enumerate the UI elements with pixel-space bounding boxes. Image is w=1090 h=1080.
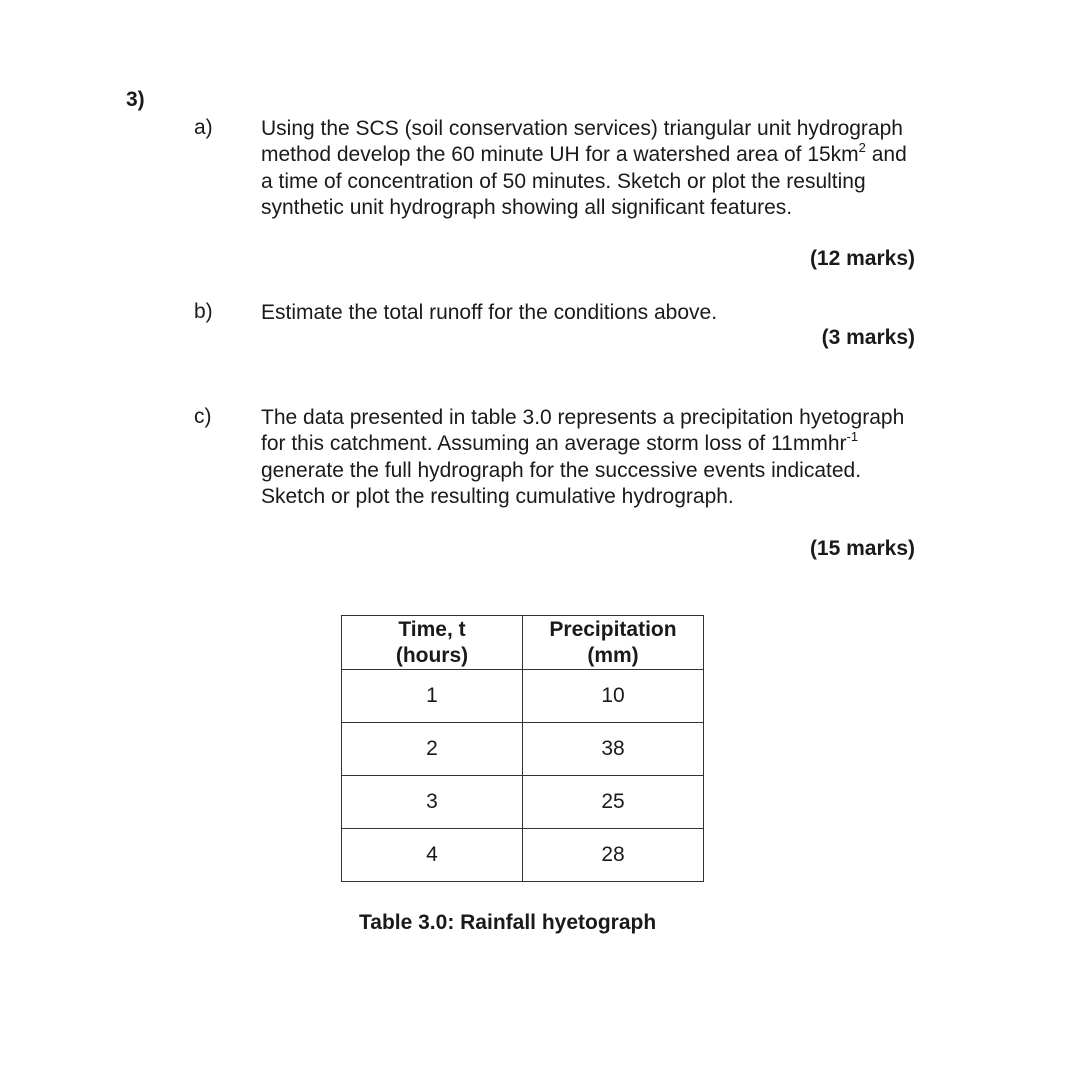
precipitation-column-header <box>523 616 704 670</box>
part-c-marks: (15 marks) <box>809 537 915 560</box>
rainfall-hyetograph-table <box>341 615 704 882</box>
time-cell: 2 <box>342 723 523 776</box>
table-row <box>342 723 704 776</box>
table-row <box>342 829 704 882</box>
time-header-line2: (hours) <box>395 643 469 667</box>
part-a-marks: (12 marks) <box>809 247 915 270</box>
part-b-text: Estimate the total runoff for the conditions above. <box>261 301 718 324</box>
part-a-superscript: 2 <box>858 140 866 156</box>
part-b-marks: (3 marks) <box>821 326 915 349</box>
part-b-label: b) <box>194 300 213 323</box>
part-c-superscript: -1 <box>846 429 859 445</box>
precipitation-cell: 25 <box>523 776 704 829</box>
precipitation-cell: 10 <box>523 670 704 723</box>
part-a-text <box>261 116 921 222</box>
part-c-text-end: generate the full hydrograph for the successive events indicated. Sketch or plot the resulting cumulative hydrograph. <box>261 458 862 509</box>
time-header-line1: Time, t <box>398 617 466 641</box>
precipitation-cell: 28 <box>523 829 704 882</box>
precip-header-line1: Precipitation <box>549 617 677 641</box>
table-row <box>342 670 704 723</box>
part-a-text-start: Using the SCS (soil conservation services) triangular unit hydrograph method develop the 60 minute UH for a watershed area of 15km <box>261 117 903 167</box>
precipitation-cell: 38 <box>523 723 704 776</box>
time-cell: 1 <box>342 670 523 723</box>
table-row <box>342 776 704 829</box>
part-c-text-start: The data presented in table 3.0 represents a precipitation hyetograph for this catchment. Assuming an average storm loss of 11mmhr <box>261 406 905 456</box>
table-caption: Table 3.0: Rainfall hyetograph <box>359 911 657 934</box>
part-a-text-end: and a time of concentration of 50 minutes. Sketch or plot the resulting synthetic unit hydrograph showing all significant features. <box>261 143 907 220</box>
precip-header-line2: (mm) <box>587 643 639 667</box>
part-a-label: a) <box>194 116 213 139</box>
part-c-label: c) <box>194 405 212 428</box>
table-header-row <box>342 616 704 670</box>
time-column-header <box>342 616 523 670</box>
question-number: 3) <box>126 88 145 111</box>
part-c-text <box>261 405 921 511</box>
time-cell: 3 <box>342 776 523 829</box>
time-cell: 4 <box>342 829 523 882</box>
